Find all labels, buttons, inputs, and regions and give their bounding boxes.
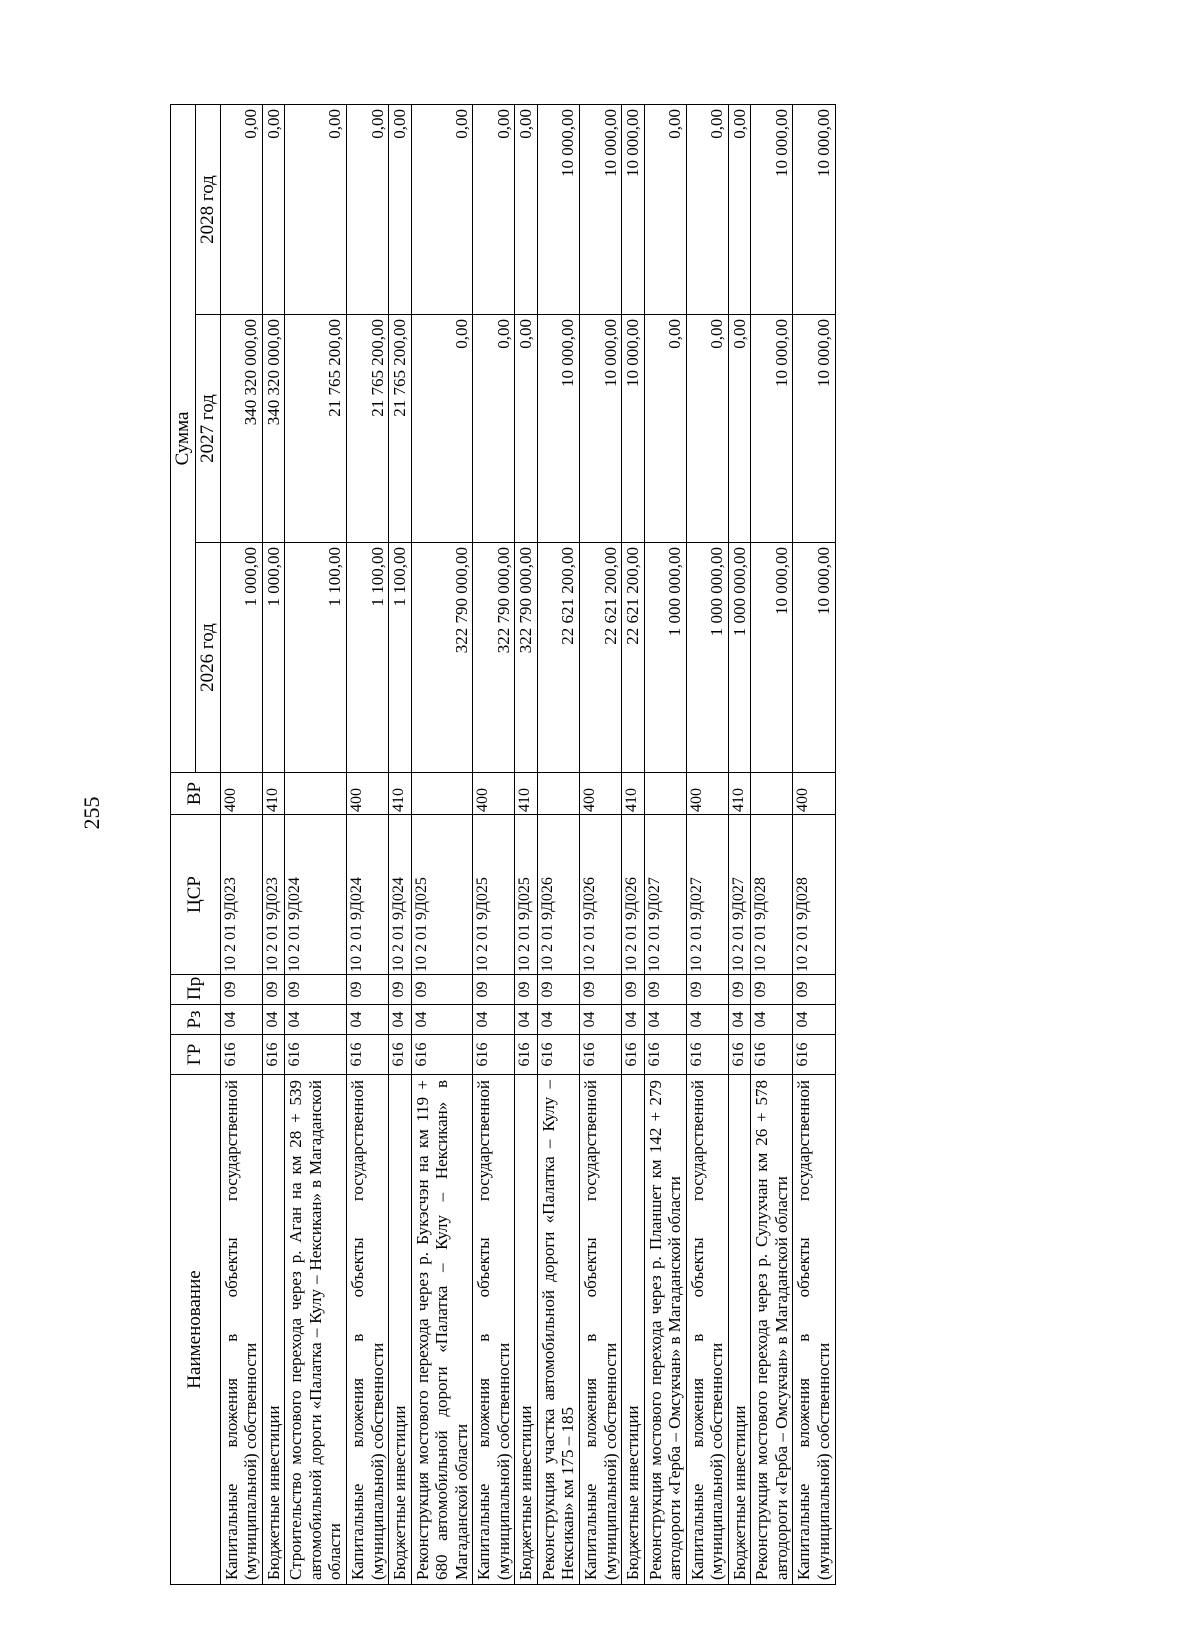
cell-2028: 10 000,00: [751, 105, 793, 315]
table-row: [793, 105, 835, 1585]
cell-rz: 04: [411, 1005, 473, 1035]
cell-2026: 1 100,00: [346, 543, 388, 773]
rotated-page: [170, 105, 1090, 1585]
cell-2026: 1 000 000,00: [686, 543, 728, 773]
cell-2026: 1 100,00: [389, 543, 412, 773]
col-header-2026: 2026 год: [195, 543, 220, 773]
cell-csr: 10 2 01 9Д024: [346, 815, 388, 975]
cell-gr: 616: [728, 1035, 751, 1075]
cell-2026: 10 000,00: [793, 543, 835, 773]
cell-vr: [537, 773, 579, 815]
cell-csr: 10 2 01 9Д024: [389, 815, 412, 975]
cell-rz: 04: [262, 1005, 285, 1035]
cell-2028: 10 000,00: [622, 105, 645, 315]
table-body: [220, 105, 835, 1585]
col-header-csr: ЦСР: [171, 815, 221, 975]
cell-2026: 322 790 000,00: [515, 543, 538, 773]
cell-rz: 04: [728, 1005, 751, 1035]
cell-name: Капитальные вложения в объекты государственной (муниципальной) собственности: [686, 1075, 728, 1585]
cell-rz: 04: [473, 1005, 515, 1035]
page-number: 255: [79, 796, 104, 830]
cell-2028: 0,00: [411, 105, 473, 315]
cell-rz: 04: [537, 1005, 579, 1035]
cell-name: Строительство мостового перехода через р. Аган на км 28 + 539 автомобильной дороги «Палатка – Кулу – Нексикан» в Магаданской области: [285, 1075, 347, 1585]
cell-vr: 410: [389, 773, 412, 815]
cell-vr: 400: [473, 773, 515, 815]
cell-vr: 400: [579, 773, 621, 815]
cell-name: Капитальные вложения в объекты государственной (муниципальной) собственности: [220, 1075, 262, 1585]
cell-2028: 0,00: [515, 105, 538, 315]
cell-gr: 616: [793, 1035, 835, 1075]
cell-name: Бюджетные инвестиции: [622, 1075, 645, 1585]
cell-csr: 10 2 01 9Д023: [262, 815, 285, 975]
cell-rz: 04: [579, 1005, 621, 1035]
cell-2027: 0,00: [515, 315, 538, 543]
cell-name: Реконструкция мостового перехода через р. Букэсчэн на км 119 + 680 автомобильной дороги «Палатка – Кулу – Нексикан» в Магаданской области: [411, 1075, 473, 1585]
cell-csr: 10 2 01 9Д026: [622, 815, 645, 975]
cell-2026: 1 000 000,00: [644, 543, 686, 773]
cell-2026: 10 000,00: [751, 543, 793, 773]
cell-pr: 09: [220, 975, 262, 1005]
cell-rz: 04: [220, 1005, 262, 1035]
cell-pr: 09: [579, 975, 621, 1005]
table-row: [622, 105, 645, 1585]
cell-rz: 04: [389, 1005, 412, 1035]
col-header-gr: ГР: [171, 1035, 221, 1075]
cell-2028: 0,00: [389, 105, 412, 315]
cell-gr: 616: [686, 1035, 728, 1075]
table-row: [389, 105, 412, 1585]
cell-2028: 0,00: [473, 105, 515, 315]
cell-vr: 410: [262, 773, 285, 815]
cell-vr: [751, 773, 793, 815]
cell-csr: 10 2 01 9Д028: [793, 815, 835, 975]
cell-2026: 1 100,00: [285, 543, 347, 773]
cell-2027: 340 320 000,00: [220, 315, 262, 543]
cell-csr: 10 2 01 9Д025: [411, 815, 473, 975]
cell-vr: [644, 773, 686, 815]
col-header-2027: 2027 год: [195, 315, 220, 543]
table-row: [346, 105, 388, 1585]
cell-gr: 616: [285, 1035, 347, 1075]
cell-csr: 10 2 01 9Д027: [686, 815, 728, 975]
table-row: [751, 105, 793, 1585]
cell-2027: 10 000,00: [622, 315, 645, 543]
cell-csr: 10 2 01 9Д025: [515, 815, 538, 975]
cell-csr: 10 2 01 9Д026: [579, 815, 621, 975]
cell-pr: 09: [515, 975, 538, 1005]
cell-pr: 09: [389, 975, 412, 1005]
table-row: [686, 105, 728, 1585]
cell-rz: 04: [515, 1005, 538, 1035]
table-row: [579, 105, 621, 1585]
cell-name: Реконструкция мостового перехода через р. Сулухчан км 26 + 578 автодороги «Герба – Омсукчан» в Магаданской области: [751, 1075, 793, 1585]
cell-gr: 616: [262, 1035, 285, 1075]
cell-rz: 04: [644, 1005, 686, 1035]
cell-2027: 10 000,00: [537, 315, 579, 543]
cell-2026: 22 621 200,00: [579, 543, 621, 773]
cell-gr: 616: [622, 1035, 645, 1075]
col-header-rz: Рз: [171, 1005, 221, 1035]
cell-pr: 09: [262, 975, 285, 1005]
col-header-sum: Сумма: [171, 105, 196, 773]
cell-name: Бюджетные инвестиции: [262, 1075, 285, 1585]
cell-name: Капитальные вложения в объекты государственной (муниципальной) собственности: [473, 1075, 515, 1585]
cell-csr: 10 2 01 9Д026: [537, 815, 579, 975]
cell-gr: 616: [473, 1035, 515, 1075]
table-row: [473, 105, 515, 1585]
cell-2026: 22 621 200,00: [537, 543, 579, 773]
cell-name: Капитальные вложения в объекты государственной (муниципальной) собственности: [579, 1075, 621, 1585]
cell-2028: 0,00: [686, 105, 728, 315]
cell-rz: 04: [346, 1005, 388, 1035]
cell-2027: 21 765 200,00: [346, 315, 388, 543]
cell-2027: 10 000,00: [579, 315, 621, 543]
col-header-pr: Пр: [171, 975, 221, 1005]
cell-csr: 10 2 01 9Д028: [751, 815, 793, 975]
cell-2026: 22 621 200,00: [622, 543, 645, 773]
cell-pr: 09: [793, 975, 835, 1005]
cell-pr: 09: [346, 975, 388, 1005]
cell-2028: 0,00: [728, 105, 751, 315]
cell-gr: 616: [389, 1035, 412, 1075]
cell-2028: 0,00: [262, 105, 285, 315]
table-row: [262, 105, 285, 1585]
cell-2028: 0,00: [644, 105, 686, 315]
budget-table: [170, 104, 836, 1585]
cell-2027: 0,00: [686, 315, 728, 543]
cell-vr: [411, 773, 473, 815]
cell-rz: 04: [622, 1005, 645, 1035]
cell-csr: 10 2 01 9Д023: [220, 815, 262, 975]
cell-2028: 0,00: [285, 105, 347, 315]
table-row: [644, 105, 686, 1585]
cell-vr: [285, 773, 347, 815]
cell-name: Бюджетные инвестиции: [515, 1075, 538, 1585]
cell-csr: 10 2 01 9Д027: [728, 815, 751, 975]
cell-pr: 09: [285, 975, 347, 1005]
cell-2028: 0,00: [346, 105, 388, 315]
cell-2026: 1 000,00: [220, 543, 262, 773]
cell-2027: 10 000,00: [751, 315, 793, 543]
cell-2028: 10 000,00: [793, 105, 835, 315]
cell-csr: 10 2 01 9Д025: [473, 815, 515, 975]
cell-vr: 400: [686, 773, 728, 815]
cell-2026: 322 790 000,00: [411, 543, 473, 773]
header-row-1: [171, 105, 196, 1585]
table-row: [515, 105, 538, 1585]
col-header-name: Наименование: [171, 1075, 221, 1585]
table-row: [285, 105, 347, 1585]
cell-pr: 09: [537, 975, 579, 1005]
cell-2026: 1 000 000,00: [728, 543, 751, 773]
cell-2027: 21 765 200,00: [389, 315, 412, 543]
cell-vr: 410: [728, 773, 751, 815]
col-header-vr: ВР: [171, 773, 221, 815]
table-row: [728, 105, 751, 1585]
cell-gr: 616: [346, 1035, 388, 1075]
cell-2027: 0,00: [473, 315, 515, 543]
cell-rz: 04: [751, 1005, 793, 1035]
cell-name: Бюджетные инвестиции: [728, 1075, 751, 1585]
cell-name: Реконструкция мостового перехода через р. Планшет км 142 + 279 автодороги «Герба – Омсукчан» в Магаданской области: [644, 1075, 686, 1585]
cell-name: Реконструкция участка автомобильной дороги «Палатка – Кулу – Нексикан» км 175 – 185: [537, 1075, 579, 1585]
cell-pr: 09: [751, 975, 793, 1005]
cell-gr: 616: [537, 1035, 579, 1075]
cell-2026: 1 000,00: [262, 543, 285, 773]
table-row: [220, 105, 262, 1585]
cell-rz: 04: [285, 1005, 347, 1035]
cell-pr: 09: [644, 975, 686, 1005]
cell-vr: 400: [793, 773, 835, 815]
cell-vr: 400: [346, 773, 388, 815]
cell-csr: 10 2 01 9Д027: [644, 815, 686, 975]
cell-2027: 0,00: [411, 315, 473, 543]
cell-2027: 0,00: [644, 315, 686, 543]
cell-pr: 09: [411, 975, 473, 1005]
cell-gr: 616: [411, 1035, 473, 1075]
cell-2028: 10 000,00: [579, 105, 621, 315]
cell-gr: 616: [751, 1035, 793, 1075]
cell-pr: 09: [686, 975, 728, 1005]
cell-2027: 340 320 000,00: [262, 315, 285, 543]
cell-pr: 09: [473, 975, 515, 1005]
cell-gr: 616: [515, 1035, 538, 1075]
cell-name: Капитальные вложения в объекты государственной (муниципальной) собственности: [346, 1075, 388, 1585]
table-row: [411, 105, 473, 1585]
cell-gr: 616: [220, 1035, 262, 1075]
cell-vr: 410: [622, 773, 645, 815]
cell-2027: 10 000,00: [793, 315, 835, 543]
table-row: [537, 105, 579, 1585]
cell-name: Бюджетные инвестиции: [389, 1075, 412, 1585]
col-header-2028: 2028 год: [195, 105, 220, 315]
cell-pr: 09: [622, 975, 645, 1005]
cell-vr: 410: [515, 773, 538, 815]
cell-2026: 322 790 000,00: [473, 543, 515, 773]
cell-rz: 04: [793, 1005, 835, 1035]
cell-2027: 0,00: [728, 315, 751, 543]
cell-2028: 10 000,00: [537, 105, 579, 315]
cell-rz: 04: [686, 1005, 728, 1035]
cell-2027: 21 765 200,00: [285, 315, 347, 543]
cell-csr: 10 2 01 9Д024: [285, 815, 347, 975]
cell-2028: 0,00: [220, 105, 262, 315]
cell-name: Капитальные вложения в объекты государственной (муниципальной) собственности: [793, 1075, 835, 1585]
cell-vr: 400: [220, 773, 262, 815]
cell-gr: 616: [644, 1035, 686, 1075]
cell-gr: 616: [579, 1035, 621, 1075]
cell-pr: 09: [728, 975, 751, 1005]
